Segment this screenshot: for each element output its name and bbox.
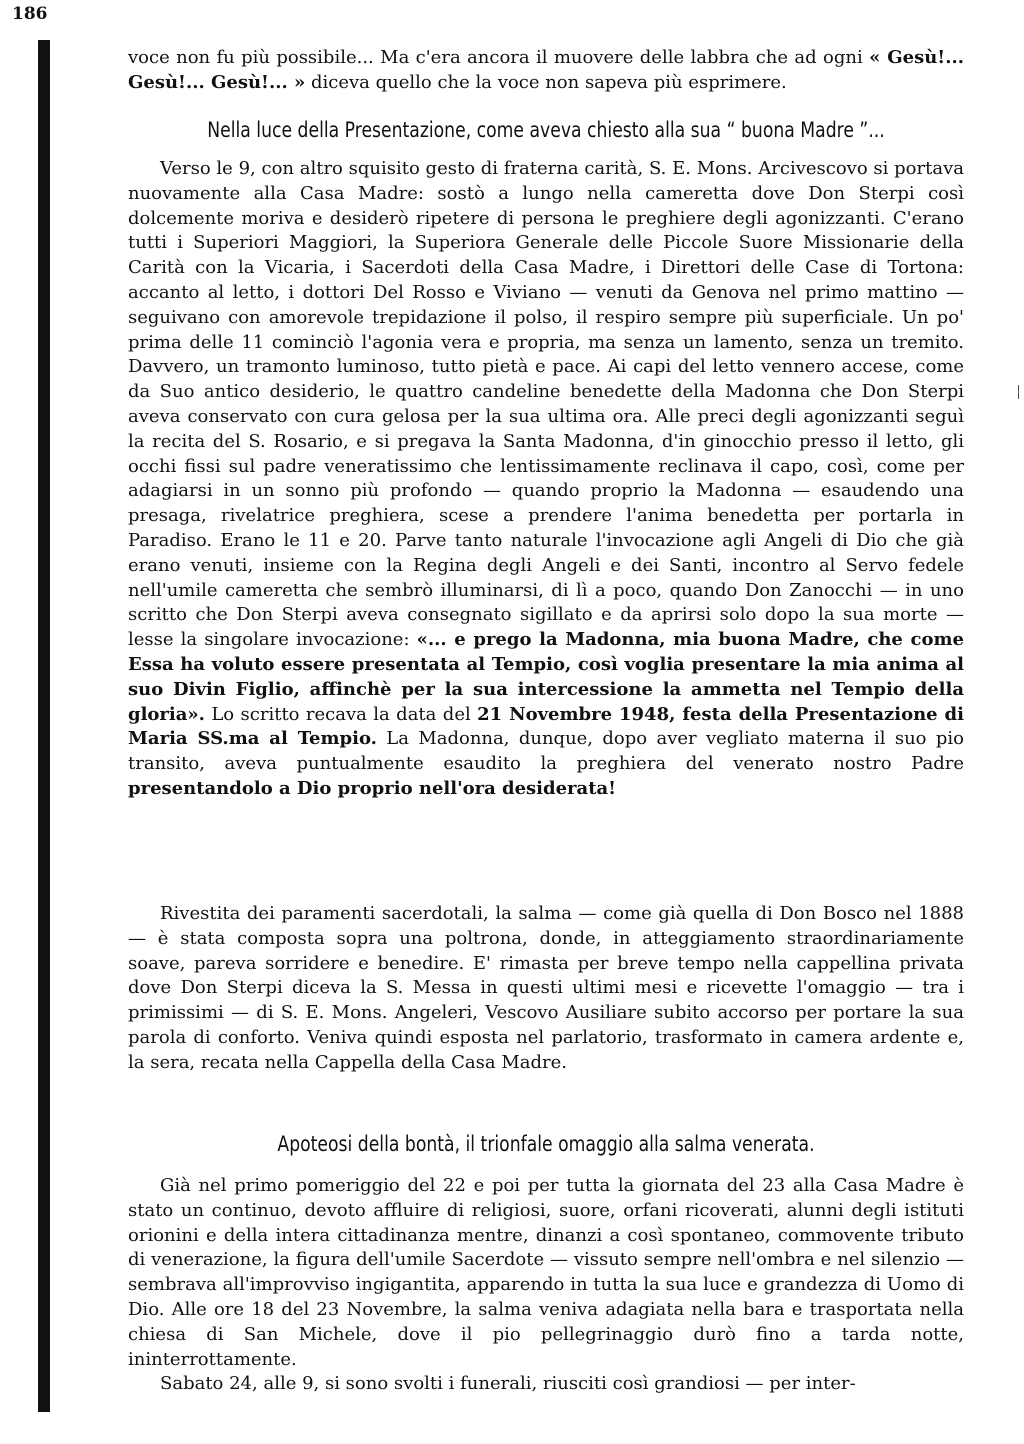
death-paragraph: [128, 157, 964, 802]
document-date: 21 Novembre 1948, festa della Presentazione di Maria SS.ma al Tempio.: [128, 703, 964, 750]
homage-text: Già nel primo pomeriggio del 22 e poi per tutta la giornata del 23 alla Casa Madre è stato un continuo, devoto affluire di religiosi, suore, orfani ricoverati, alunni degli istituti orionini e della intera cittadinanza mentre, dinanzi a così spontaneo, commovente tributo di venerazione, la figura dell'umile Sacerdote — vissuto sempre nell'ombra e nel silenzio — sembrava all'improvviso ingigantita, apparendo in tutta la sua luce e grandezza di Uomo di Dio. Alle ore 18 del 23 Novembre, la salma veniva adagiata nella bara e trasportata nella chiesa di San Michele, dove il pio pellegrinaggio durò fino a tarda notte, ininterrottamente.: [128, 1175, 964, 1370]
intro-text-1: voce non fu più possibile... Ma c'era ancora il muovere delle labbra che ad ogni: [128, 47, 870, 68]
vestment-text: Rivestita dei paramenti sacerdotali, la salma — come già quella di Don Bosco nel 1888 — è stata composta sopra una poltrona, donde, in atteggiamento straordinariamente soave, pareva sorridere e benedire. E' rimasta per breve tempo nella cappellina privata dove Don Sterpi diceva la S. Messa in questi ultimi mesi e ricevette l'omaggio — tra i primissimi — di S. E. Mons. Angeleri, Vescovo Ausiliare subito accorso per portare la sua parola di conforto. Veniva quindi esposta nel parlatorio, trasformato in camera ardente e, la sera, recata nella Cappella della Casa Madre.: [128, 903, 964, 1073]
homage-paragraphs: [128, 1174, 964, 1397]
section-heading-presentation: Nella luce della Presentazione, come aveva chiesto alla sua “ buona Madre ”...: [207, 118, 885, 142]
margin-mark: [1018, 385, 1019, 399]
intro-paragraph: [128, 46, 964, 96]
invocation-quote: «... e prego la Madonna, mia buona Madre, che come Essa ha voluto essere presentata al Tempio, così voglia presentare la mia anima al suo Divin Figlio, affinchè per la sua intercessione la ammetta nel Tempio della gloria».: [128, 629, 964, 725]
intro-text-2: diceva quello che la voce non sapeva più esprimere.: [305, 71, 787, 93]
death-text-3: La Madonna, dunque, dopo aver vegliato materna il suo pio transito, aveva puntualmente esaudito la preghiera del venerato nostro Padre: [128, 728, 964, 775]
death-text-1: Verso le 9, con altro squisito gesto di fraterna carità, S. E. Mons. Arcivescovo si portava nuovamente alla Casa Madre: sostò a lungo nella cameretta dove Don Sterpi così dolcemente moriva e desiderò ripetere di persona le preghiere degli agonizzanti. C'erano tutti i Superiori Maggiori, la Superiora Generale delle Piccole Suore Missionarie della Carità con la Vicaria, i Sacerdoti della Casa Madre, i Direttori delle Case di Tortona: accanto al letto, i dottori Del Rosso e Viviano — venuti da Genova nel primo mattino — seguivano con amorevole trepidazione il polso, il respiro sempre più superficiale. Un po' prima delle 11 cominciò l'agonia vera e propria, ma senza un lamento, senza un tremito. Davvero, un tramonto luminoso, tutto pietà e pace. Ai capi del letto vennero accese, come da Suo antico desiderio, le quattro candeline benedette della Madonna che Don Sterpi aveva conservato con cura gelosa per la sua ultima ora. Alle preci degli agonizzanti seguì la recita del S. Rosario, e si pregava la Santa Madonna, d'in ginocchio presso il letto, gli occhi fissi sul padre veneratissimo che lentissimamente reclinava il capo, così, come per adagiarsi in un sonno più profondo — quando proprio la Madonna — esaudendo una presaga, rivelatrice preghiera, scese a prendere l'anima benedetta per portarla in Paradiso. Erano le 11 e 20. Parve tanto naturale l'invocazione agli Angeli di Dio che già erano venuti, insieme con la Regina degli Angeli e dei Santi, incontro al Servo fedele nell'umile cameretta che sembrò illuminarsi, di lì a poco, quando Don Zanocchi — in uno scritto che Don Sterpi aveva consegnato sigillato e da aprirsi solo dopo la sua morte — lesse la singolare invocazione:: [128, 158, 964, 651]
funeral-text: Sabato 24, alle 9, si sono svolti i funerali, riusciti così grandiosi — per inter-: [160, 1373, 856, 1395]
intro-quote: « Gesù!... Gesù!... Gesù!... »: [128, 47, 964, 93]
death-text-2: Lo scritto recava la data del: [204, 703, 478, 725]
page-number: 186: [12, 4, 48, 24]
section-heading-apotheosis: Apoteosi della bontà, il trionfale omaggio alla salma venerata.: [277, 1132, 815, 1156]
death-closing: presentandolo a Dio proprio nell'ora desiderata!: [128, 777, 617, 799]
vestment-paragraph: [128, 902, 964, 1076]
margin-bar: [38, 40, 50, 1412]
